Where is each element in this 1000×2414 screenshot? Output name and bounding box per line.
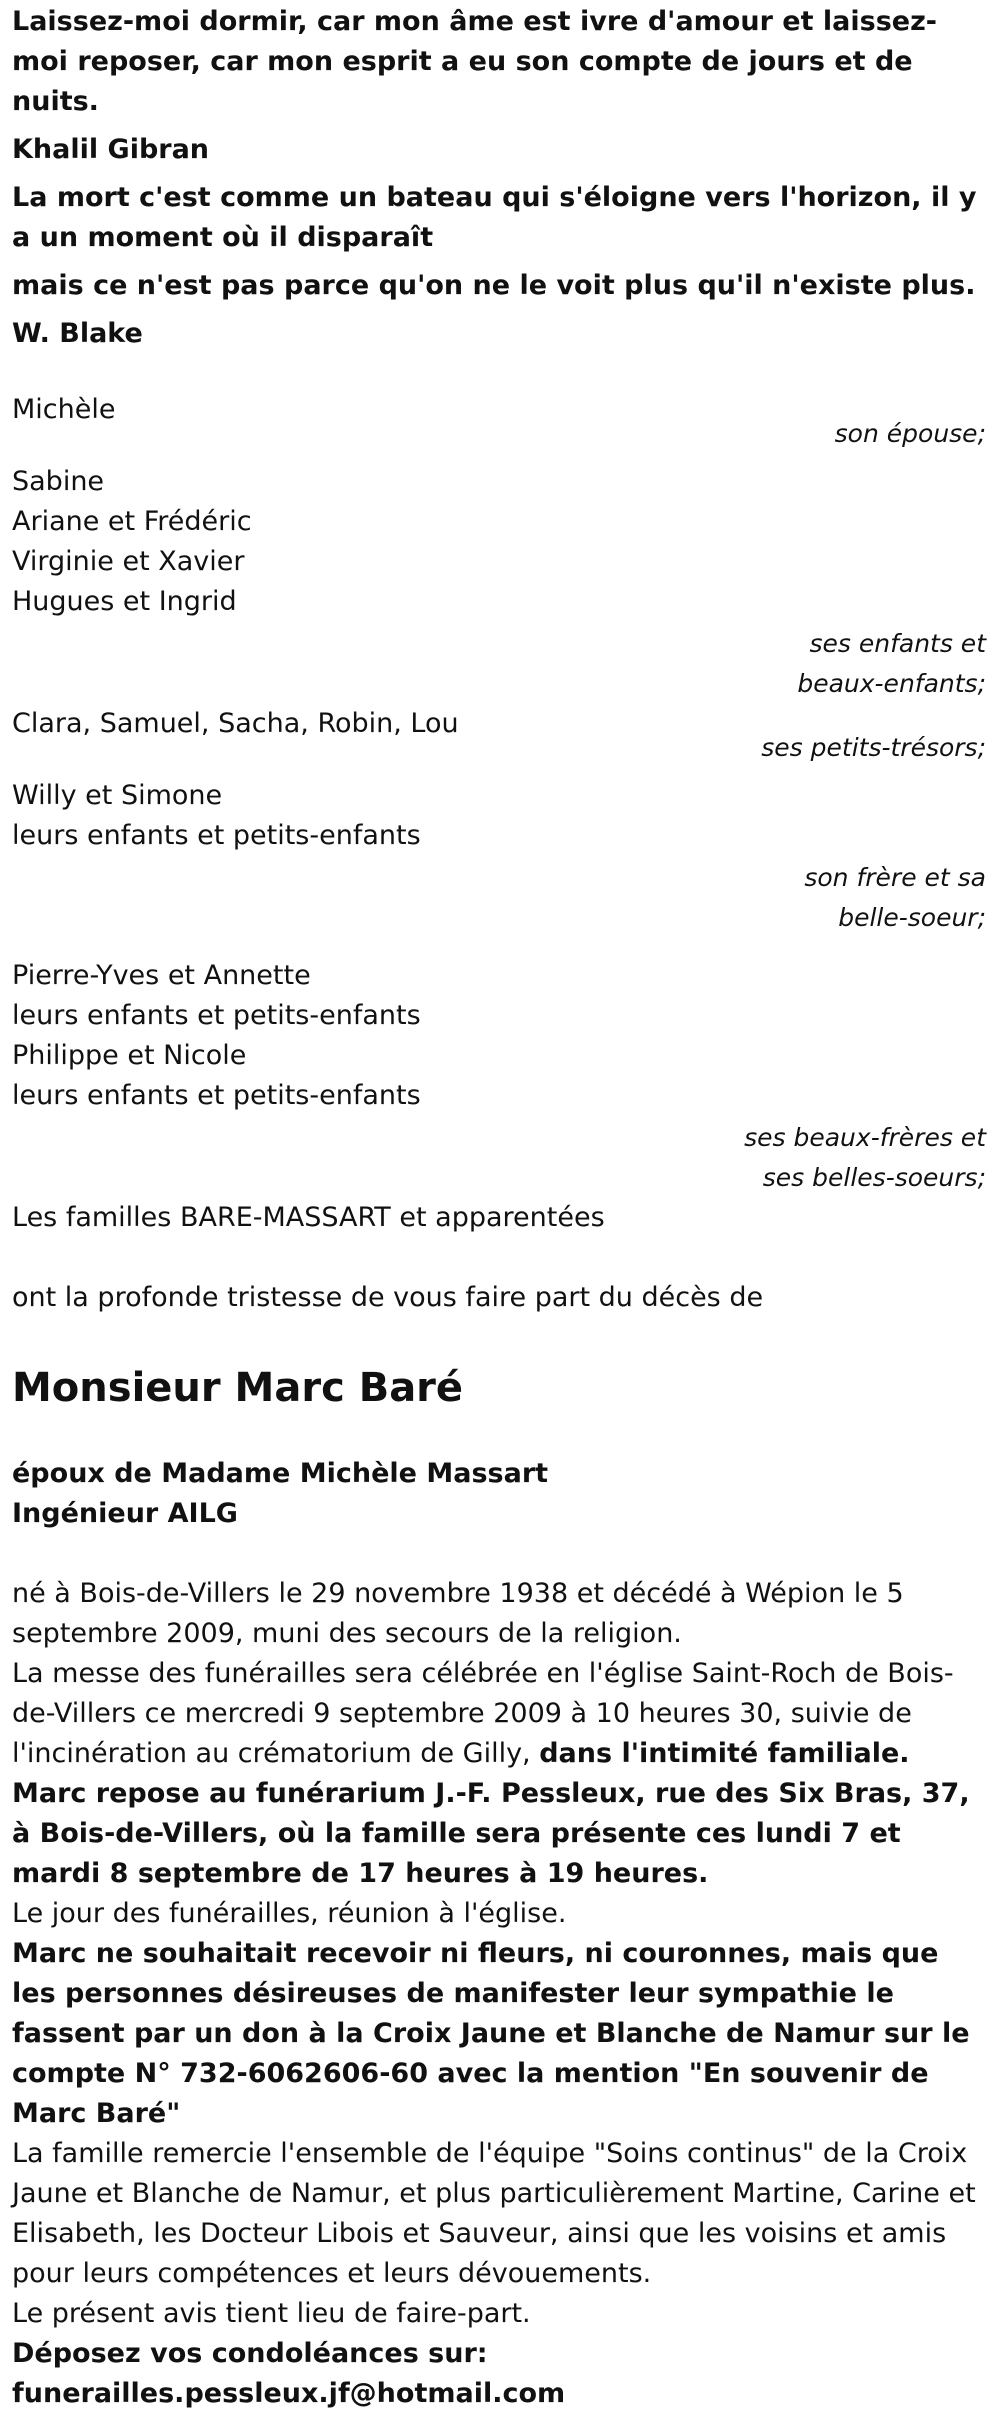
family-name: Philippe et Nicole [12,1040,247,1071]
family-name: Virginie et Xavier [12,546,245,577]
relation-label: ses beaux-frères et [744,1123,986,1152]
relation-label: belle-soeur; [838,903,986,932]
notice-text: Le présent avis tient lieu de faire-part. [12,2298,531,2329]
quote-line: mais ce n'est pas parce qu'on ne le voit plus qu'il n'existe plus. [12,270,976,301]
family-list [12,390,988,1238]
announcement: ont la profonde tristesse de vous faire part du décès de [12,1282,764,1313]
family-name: Hugues et Ingrid [12,586,237,617]
funeral-text-bold: dans l'intimité familiale. [539,1738,910,1769]
thanks-text: La famille remercie l'ensemble de l'équipe "Soins continus" de la Croix Jaune et Blanche de Namur, et plus particulièrement Martine, Carine et Elisabeth, les Docteur Libois et Sauveur, ainsi que les voisins et amis pour leurs compétences et leurs dévouements. [12,2138,976,2289]
funeral-text-regular: La messe des funérailles sera célébrée en l'église Saint-Roch de Bois-de-Villers ce mercredi 9 septembre 2009 à 10 heures 30, suivie de l'incinération au crématorium de Gilly, [12,1658,954,1769]
details [12,1574,988,2414]
family-name: Sabine [12,466,105,497]
condolences-email: funerailles.pessleux.jf@hotmail.com [12,2378,566,2409]
relation-label: son épouse; [834,419,986,448]
quote-author: Khalil Gibran [12,134,210,165]
family-name: Willy et Simone [12,780,223,811]
family-name: leurs enfants et petits-enfants [12,1080,421,1111]
family-name: Michèle [12,394,116,425]
meeting-text: Le jour des funérailles, réunion à l'église. [12,1898,567,1929]
quote-blake [12,178,988,354]
relation-label: beaux-enfants; [797,669,986,698]
rest-text: Marc repose au funérarium J.-F. Pessleux, rue des Six Bras, 37, à Bois-de-Villers, où la famille sera présente ces lundi 7 et mardi 8 septembre de 17 heures à 19 heures. [12,1778,970,1889]
quote-author: W. Blake [12,318,143,349]
family-name: leurs enfants et petits-enfants [12,820,421,851]
relation-label: son frère et sa [804,863,986,892]
quote-gibran [12,0,988,170]
relation-label: ses belles-soeurs; [762,1163,986,1192]
family-name: leurs enfants et petits-enfants [12,1000,421,1031]
deceased-profession: Ingénieur AILG [12,1498,238,1529]
quote-line: La mort c'est comme un bateau qui s'éloigne vers l'horizon, il y a un moment où il disparaît [12,182,977,253]
funeral-text [12,1654,988,1774]
deceased-subtitles [12,1454,988,1534]
family-name: Pierre-Yves et Annette [12,960,311,991]
born-died-text: né à Bois-de-Villers le 29 novembre 1938 et décédé à Wépion le 5 septembre 2009, muni des secours de la religion. [12,1578,904,1649]
families-line: Les familles BARE-MASSART et apparentées [12,1202,605,1233]
family-name: Clara, Samuel, Sacha, Robin, Lou [12,708,459,739]
flowers-text: Marc ne souhaitait recevoir ni fleurs, ni couronnes, mais que les personnes désireuses de manifester leur sympathie le fassent par un don à la Croix Jaune et Blanche de Namur sur le compte N° 732-6062606-60 avec la mention "En souvenir de Marc Baré" [12,1938,970,2129]
relation-label: ses petits-trésors; [761,733,986,762]
quote-text: Laissez-moi dormir, car mon âme est ivre d'amour et laissez-moi reposer, car mon esprit a eu son compte de jours et de nuits. [12,6,938,117]
deceased-spouse-line: époux de Madame Michèle Massart [12,1458,549,1489]
family-name: Ariane et Frédéric [12,506,252,537]
relation-label: ses enfants et [809,629,986,658]
deceased-name: Monsieur Marc Baré [12,1365,464,1411]
condolences-label: Déposez vos condoléances sur: [12,2338,488,2369]
